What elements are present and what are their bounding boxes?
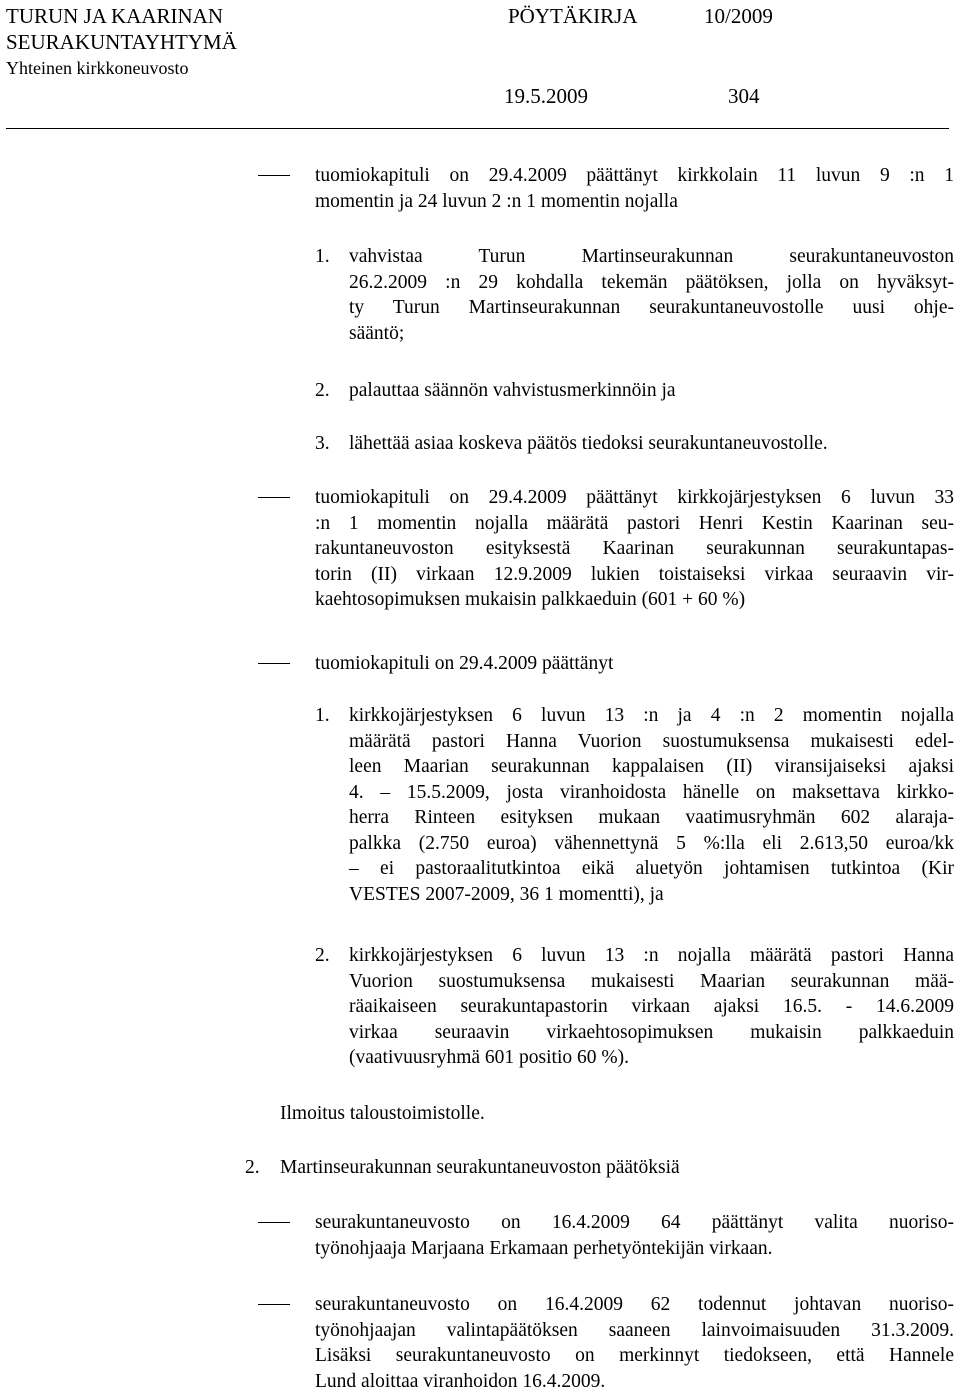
header-rule bbox=[6, 128, 949, 129]
text-line: sääntö; bbox=[349, 321, 954, 347]
text-line: momentin ja 24 luvun 2 :n 1 momentin nojalla bbox=[315, 189, 954, 215]
text-line: palkka (2.750 euroa) vähennettynä 5 %:lla eli 2.613,50 euroa/kk bbox=[349, 831, 954, 857]
text-line: (vaativuusryhmä 601 positio 60 %). bbox=[349, 1045, 954, 1071]
text-line: kaehtosopimuksen mukaisin palkkaeduin (601 + 60 %) bbox=[315, 587, 954, 613]
text-line: virkaa seuraavin virkaehtosopimuksen mukaisin palkkaeduin bbox=[349, 1020, 954, 1046]
paragraph bbox=[315, 163, 954, 214]
text-line: kirkkojärjestyksen 6 luvun 13 :n ja 4 :n 2 momentin nojalla bbox=[349, 703, 954, 729]
list-number: 1. bbox=[315, 244, 330, 270]
text-line: 4. – 15.5.2009, josta viranhoidosta hänelle on maksettava kirkko- bbox=[349, 780, 954, 806]
paragraph bbox=[315, 1292, 954, 1394]
text-line: Lund aloittaa viranhoidon 16.4.2009. bbox=[315, 1369, 954, 1394]
text-line: Lisäksi seurakuntaneuvosto on merkinnyt tiedokseen, että Hannele bbox=[315, 1343, 954, 1369]
text-line: räaikaiseen seurakuntapastorin virkaan ajaksi 16.5. - 14.6.2009 bbox=[349, 994, 954, 1020]
text-line: työnohjaaja Marjaana Erkamaan perhetyöntekijän virkaan. bbox=[315, 1236, 954, 1262]
text-line: torin (II) virkaan 12.9.2009 lukien toistaiseksi virkaa seuraavin vir- bbox=[315, 562, 954, 588]
page-number: 304 bbox=[728, 84, 760, 110]
org-body-name: Yhteinen kirkkoneuvosto bbox=[6, 56, 188, 82]
text-line: tuomiokapituli on 29.4.2009 päättänyt bbox=[315, 651, 954, 677]
list-number: 1. bbox=[315, 703, 330, 729]
paragraph bbox=[349, 378, 954, 404]
paragraph bbox=[349, 431, 954, 457]
text-line: ty Turun Martinseurakunnan seurakuntaneuvostolle uusi ohje- bbox=[349, 295, 954, 321]
bullet-dash bbox=[258, 175, 290, 176]
text-line: 26.2.2009 :n 29 kohdalla tekemän päätöksen, jolla on hyväksyt- bbox=[349, 270, 954, 296]
paragraph bbox=[349, 943, 954, 1071]
section-heading bbox=[280, 1155, 954, 1181]
text-line: vahvistaa Turun Martinseurakunnan seurakuntaneuvoston bbox=[349, 244, 954, 270]
text-line: herra Rinteen esityksen mukaan vaatimusryhmän 602 alaraja- bbox=[349, 805, 954, 831]
bullet-dash bbox=[258, 1222, 290, 1223]
text-line: tuomiokapituli on 29.4.2009 päättänyt kirkkojärjestyksen 6 luvun 33 bbox=[315, 485, 954, 511]
text-line: Martinseurakunnan seurakuntaneuvoston päätöksiä bbox=[280, 1155, 954, 1181]
paragraph bbox=[315, 485, 954, 613]
bullet-dash bbox=[258, 497, 290, 498]
text-line: rakuntaneuvoston esityksestä Kaarinan seurakunnan seurakuntapas- bbox=[315, 536, 954, 562]
text-line: seurakuntaneuvosto on 16.4.2009 64 päättänyt valita nuoriso- bbox=[315, 1210, 954, 1236]
list-number: 3. bbox=[315, 431, 330, 457]
list-number: 2. bbox=[315, 943, 330, 969]
text-line: kirkkojärjestyksen 6 luvun 13 :n nojalla määrätä pastori Hanna bbox=[349, 943, 954, 969]
text-line: seurakuntaneuvosto on 16.4.2009 62 todennut johtavan nuoriso- bbox=[315, 1292, 954, 1318]
text-line: :n 1 momentin nojalla määrätä pastori Henri Kestin Kaarinan seu- bbox=[315, 511, 954, 537]
text-line: lähettää asiaa koskeva päätös tiedoksi seurakuntaneuvostolle. bbox=[349, 431, 954, 457]
document-number: 10/2009 bbox=[704, 4, 773, 30]
bullet-dash bbox=[258, 1304, 290, 1305]
text-line: – ei pastoraalitutkintoa eikä aluetyön johtamisen tutkintoa (Kir bbox=[349, 856, 954, 882]
text-line: leen Maarian seurakunnan kappalaisen (II) viransijaiseksi ajaksi bbox=[349, 754, 954, 780]
paragraph bbox=[280, 1101, 954, 1127]
paragraph bbox=[349, 244, 954, 346]
text-line: tuomiokapituli on 29.4.2009 päättänyt kirkkolain 11 luvun 9 :n 1 bbox=[315, 163, 954, 189]
list-number: 2. bbox=[315, 378, 330, 404]
paragraph bbox=[315, 1210, 954, 1261]
org-name-line2: SEURAKUNTAYHTYMÄ bbox=[6, 30, 237, 56]
document-date: 19.5.2009 bbox=[504, 84, 588, 110]
section-number: 2. bbox=[245, 1155, 260, 1181]
paragraph bbox=[315, 651, 954, 677]
paragraph bbox=[349, 703, 954, 907]
org-name-line1: TURUN JA KAARINAN bbox=[6, 4, 223, 30]
document-type: PÖYTÄKIRJA bbox=[508, 4, 638, 30]
text-line: määrätä pastori Hanna Vuorion suostumuksensa mukaisesti edel- bbox=[349, 729, 954, 755]
text-line: Vuorion suostumuksensa mukaisesti Maarian seurakunnan mää- bbox=[349, 969, 954, 995]
bullet-dash bbox=[258, 663, 290, 664]
text-line: työnohjaajan valintapäätöksen saaneen lainvoimaisuuden 31.3.2009. bbox=[315, 1318, 954, 1344]
text-line: palauttaa säännön vahvistusmerkinnöin ja bbox=[349, 378, 954, 404]
text-line: VESTES 2007-2009, 36 1 momentti), ja bbox=[349, 882, 954, 908]
text-line: Ilmoitus taloustoimistolle. bbox=[280, 1101, 954, 1127]
